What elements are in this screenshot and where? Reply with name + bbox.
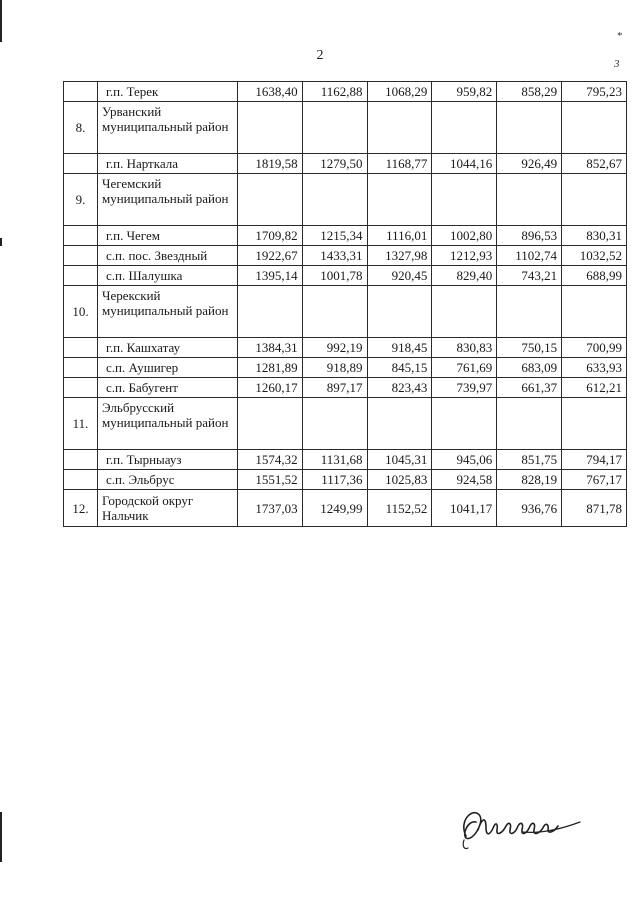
region-row	[64, 174, 627, 226]
value-cell: 743,21	[497, 266, 562, 286]
value-cell	[237, 102, 302, 154]
row-number	[64, 470, 98, 490]
value-cell: 1260,17	[237, 378, 302, 398]
value-cell: 1068,29	[367, 82, 432, 102]
table-row	[64, 266, 627, 286]
settlement-name: с.п. Бабугент	[98, 378, 238, 398]
value-cell: 830,31	[562, 226, 627, 246]
value-cell: 1574,32	[237, 450, 302, 470]
value-cell	[237, 174, 302, 226]
row-number	[64, 450, 98, 470]
row-number: 8.	[64, 102, 98, 154]
region-row	[64, 398, 627, 450]
settlement-name: г.п. Тырныауз	[98, 450, 238, 470]
value-cell	[432, 102, 497, 154]
value-cell: 700,99	[562, 338, 627, 358]
table-row	[64, 226, 627, 246]
settlement-name: с.п. Эльбрус	[98, 470, 238, 490]
value-cell	[237, 286, 302, 338]
value-cell	[432, 174, 497, 226]
value-cell: 845,15	[367, 358, 432, 378]
value-cell: 1922,67	[237, 246, 302, 266]
settlement-name: г.п. Чегем	[98, 226, 238, 246]
value-cell: 1709,82	[237, 226, 302, 246]
value-cell	[302, 102, 367, 154]
value-cell: 918,45	[367, 338, 432, 358]
value-cell: 851,75	[497, 450, 562, 470]
value-cell	[367, 174, 432, 226]
value-cell: 1215,34	[302, 226, 367, 246]
value-cell: 1433,31	[302, 246, 367, 266]
value-cell: 1395,14	[237, 266, 302, 286]
value-cell: 683,09	[497, 358, 562, 378]
value-cell: 1162,88	[302, 82, 367, 102]
page-number: 2	[316, 48, 324, 63]
region-name: Урванский муниципальный район	[98, 102, 238, 154]
value-cell	[302, 174, 367, 226]
value-cell: 871,78	[562, 490, 627, 527]
value-cell: 829,40	[432, 266, 497, 286]
value-cell: 918,89	[302, 358, 367, 378]
settlement-name: г.п. Терек	[98, 82, 238, 102]
row-number	[64, 226, 98, 246]
value-cell: 936,76	[497, 490, 562, 527]
row-number	[64, 82, 98, 102]
value-cell: 1116,01	[367, 226, 432, 246]
value-cell: 1737,03	[237, 490, 302, 527]
value-cell: 1001,78	[302, 266, 367, 286]
row-number	[64, 266, 98, 286]
region-row	[64, 286, 627, 338]
value-cell: 750,15	[497, 338, 562, 358]
row-number: 9.	[64, 174, 98, 226]
value-cell	[562, 286, 627, 338]
signature-icon	[452, 796, 584, 858]
value-cell: 1384,31	[237, 338, 302, 358]
value-cell: 858,29	[497, 82, 562, 102]
value-cell: 794,17	[562, 450, 627, 470]
row-number: 12.	[64, 490, 98, 527]
row-number	[64, 338, 98, 358]
value-cell	[562, 102, 627, 154]
value-cell: 739,97	[432, 378, 497, 398]
value-cell: 767,17	[562, 470, 627, 490]
table-row	[64, 450, 627, 470]
city-row	[64, 490, 627, 527]
value-cell: 920,45	[367, 266, 432, 286]
row-number	[64, 154, 98, 174]
rates-table	[63, 81, 627, 527]
value-cell: 1032,52	[562, 246, 627, 266]
value-cell	[497, 398, 562, 450]
value-cell: 1212,93	[432, 246, 497, 266]
value-cell: 1638,40	[237, 82, 302, 102]
value-cell: 1002,80	[432, 226, 497, 246]
settlement-name: Городской округ Нальчик	[98, 490, 238, 527]
rates-table-body	[64, 82, 627, 527]
value-cell	[432, 398, 497, 450]
value-cell: 1281,89	[237, 358, 302, 378]
value-cell	[367, 286, 432, 338]
region-name: Эльбрусский муниципальный район	[98, 398, 238, 450]
value-cell: 959,82	[432, 82, 497, 102]
row-number: 10.	[64, 286, 98, 338]
value-cell: 897,17	[302, 378, 367, 398]
value-cell	[497, 174, 562, 226]
row-number	[64, 358, 98, 378]
value-cell: 852,67	[562, 154, 627, 174]
table-row	[64, 378, 627, 398]
value-cell	[367, 398, 432, 450]
value-cell: 1025,83	[367, 470, 432, 490]
value-cell: 795,23	[562, 82, 627, 102]
value-cell: 1152,52	[367, 490, 432, 527]
value-cell: 1819,58	[237, 154, 302, 174]
value-cell: 761,69	[432, 358, 497, 378]
value-cell: 1249,99	[302, 490, 367, 527]
value-cell: 896,53	[497, 226, 562, 246]
value-cell: 688,99	[562, 266, 627, 286]
value-cell: 992,19	[302, 338, 367, 358]
value-cell: 823,43	[367, 378, 432, 398]
value-cell: 633,93	[562, 358, 627, 378]
value-cell: 612,21	[562, 378, 627, 398]
value-cell	[302, 286, 367, 338]
value-cell	[432, 286, 497, 338]
region-name: Черекский муниципальный район	[98, 286, 238, 338]
value-cell: 828,19	[497, 470, 562, 490]
value-cell: 924,58	[432, 470, 497, 490]
value-cell: 1044,16	[432, 154, 497, 174]
table-row	[64, 246, 627, 266]
settlement-name: г.п. Кашхатау	[98, 338, 238, 358]
settlement-name: г.п. Нарткала	[98, 154, 238, 174]
table-row	[64, 358, 627, 378]
value-cell: 830,83	[432, 338, 497, 358]
value-cell: 1102,74	[497, 246, 562, 266]
settlement-name: с.п. Шалушка	[98, 266, 238, 286]
scan-edge-mid	[0, 238, 2, 246]
settlement-name: с.п. Аушигер	[98, 358, 238, 378]
settlement-name: с.п. пос. Звездный	[98, 246, 238, 266]
value-cell: 1041,17	[432, 490, 497, 527]
table-row	[64, 338, 627, 358]
table-row	[64, 470, 627, 490]
value-cell: 1279,50	[302, 154, 367, 174]
corner-mark: *	[617, 30, 623, 42]
region-row	[64, 102, 627, 154]
side-mark: 3	[614, 58, 620, 70]
value-cell: 1117,36	[302, 470, 367, 490]
value-cell	[302, 398, 367, 450]
value-cell: 1551,52	[237, 470, 302, 490]
value-cell: 926,49	[497, 154, 562, 174]
row-number: 11.	[64, 398, 98, 450]
value-cell: 1168,77	[367, 154, 432, 174]
value-cell	[497, 102, 562, 154]
value-cell: 1045,31	[367, 450, 432, 470]
row-number	[64, 246, 98, 266]
value-cell: 945,06	[432, 450, 497, 470]
value-cell	[367, 102, 432, 154]
value-cell	[237, 398, 302, 450]
value-cell: 1131,68	[302, 450, 367, 470]
value-cell	[562, 174, 627, 226]
scan-edge-top	[0, 0, 2, 42]
value-cell: 1327,98	[367, 246, 432, 266]
value-cell	[497, 286, 562, 338]
row-number	[64, 378, 98, 398]
scan-edge-bottom	[0, 812, 2, 862]
region-name: Чегемский муниципальный район	[98, 174, 238, 226]
table-row	[64, 154, 627, 174]
value-cell	[562, 398, 627, 450]
value-cell: 661,37	[497, 378, 562, 398]
table-row	[64, 82, 627, 102]
